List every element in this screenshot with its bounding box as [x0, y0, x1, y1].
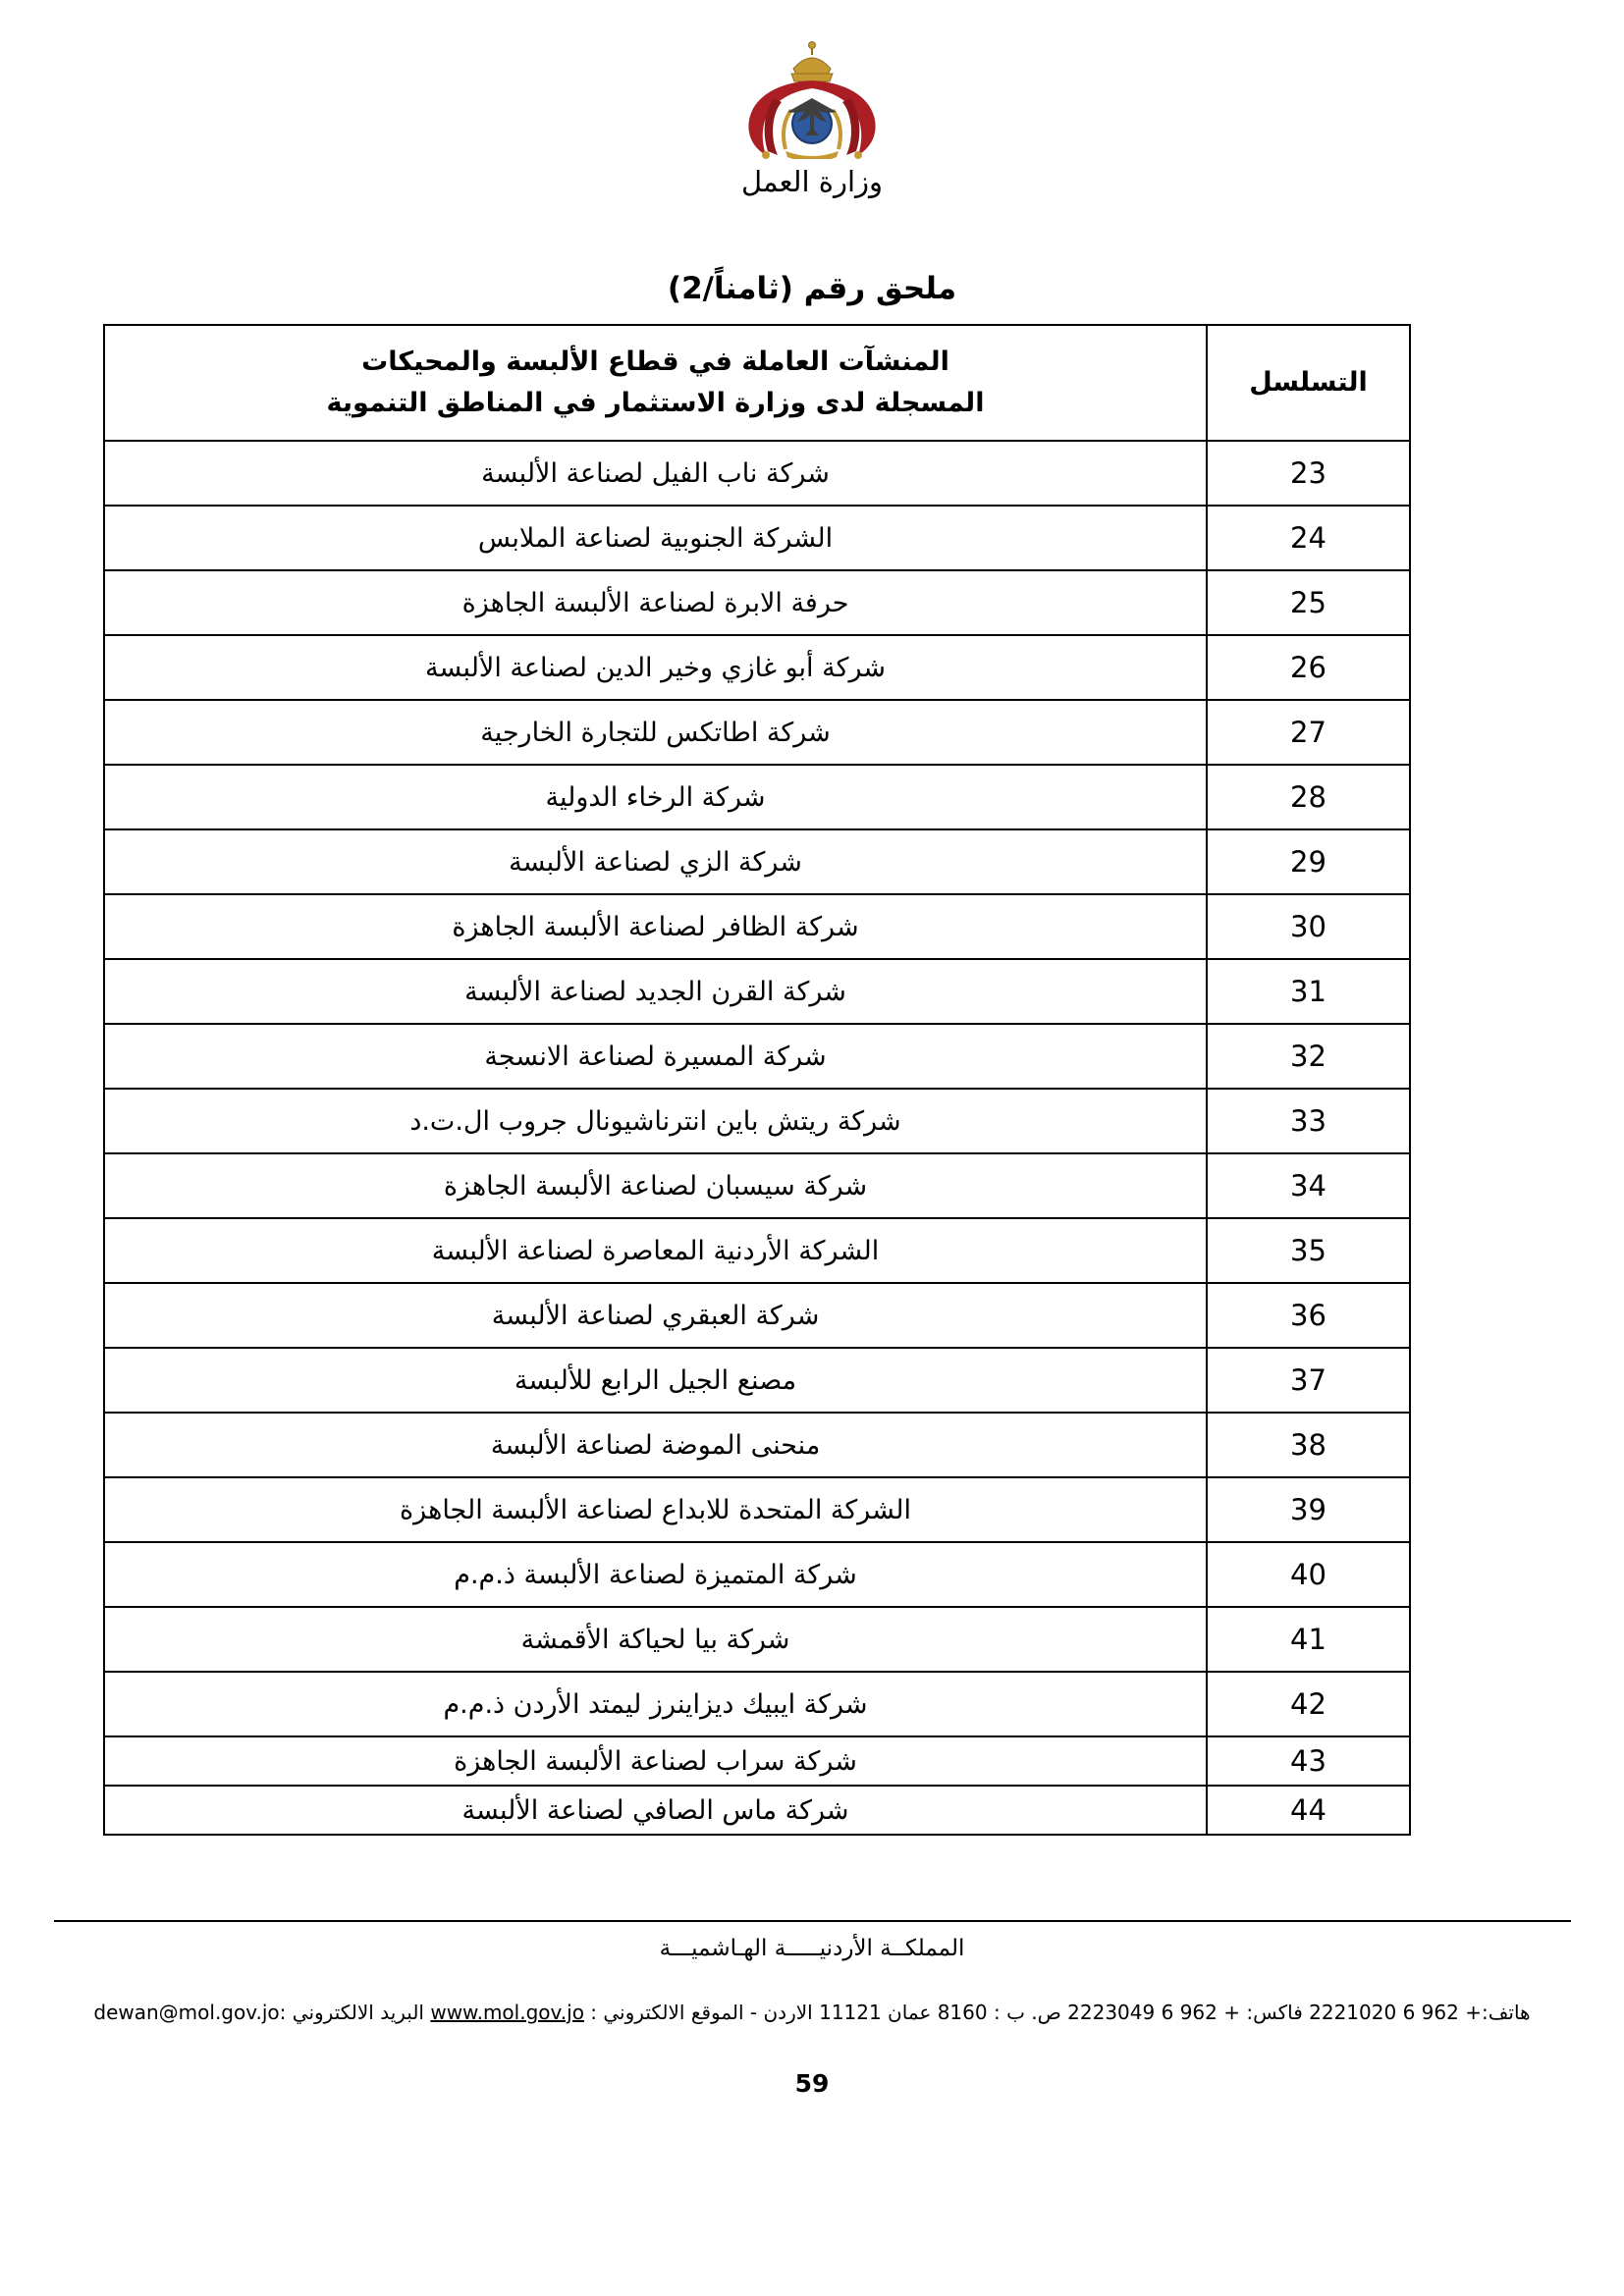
serial-cell: 29 [1207, 829, 1410, 894]
email-link[interactable]: dewan@mol.gov.jo [93, 2001, 280, 2024]
table-row [104, 1607, 1410, 1672]
serial-cell: 23 [1207, 441, 1410, 506]
serial-cell: 27 [1207, 700, 1410, 765]
table-row [104, 1153, 1410, 1218]
contact-email-label: البريد الالكتروني : [279, 2001, 431, 2024]
companies-table-body [104, 441, 1410, 1835]
company-name-cell: الشركة الجنوبية لصناعة الملابس [104, 506, 1207, 570]
table-row [104, 1024, 1410, 1089]
serial-cell: 37 [1207, 1348, 1410, 1413]
table-row [104, 570, 1410, 635]
table-row [104, 441, 1410, 506]
company-name-cell: شركة المتميزة لصناعة الألبسة ذ.م.م [104, 1542, 1207, 1607]
establishments-header-line1: المنشآت العاملة في قطاع الألبسة والمحيكات [361, 347, 949, 378]
serial-cell: 40 [1207, 1542, 1410, 1607]
company-name-cell: شركة ايبيك ديزاينرز ليمتد الأردن ذ.م.م [104, 1672, 1207, 1736]
company-name-cell: الشركة الأردنية المعاصرة لصناعة الألبسة [104, 1218, 1207, 1283]
company-name-cell: شركة ريتش باين انترناشيونال جروب ال.ت.د [104, 1089, 1207, 1153]
table-row [104, 1089, 1410, 1153]
table-row [104, 1348, 1410, 1413]
company-name-cell: شركة سراب لصناعة الألبسة الجاهزة [104, 1736, 1207, 1786]
table-row [104, 1736, 1410, 1786]
table-row [104, 1413, 1410, 1477]
company-name-cell: شركة أبو غازي وخير الدين لصناعة الألبسة [104, 635, 1207, 700]
company-name-cell: شركة الزي لصناعة الألبسة [104, 829, 1207, 894]
serial-cell: 25 [1207, 570, 1410, 635]
company-name-cell: شركة العبقري لصناعة الألبسة [104, 1283, 1207, 1348]
annex-title: ملحق رقم (ثامناً/2) [667, 271, 957, 306]
footer-divider [54, 1920, 1571, 1922]
serial-cell: 38 [1207, 1413, 1410, 1477]
serial-cell: 31 [1207, 959, 1410, 1024]
website-link[interactable]: www.mol.gov.jo [430, 2001, 584, 2024]
table-row [104, 635, 1410, 700]
serial-cell: 26 [1207, 635, 1410, 700]
table-row [104, 1786, 1410, 1835]
page-number: 59 [794, 2069, 830, 2098]
serial-cell: 32 [1207, 1024, 1410, 1089]
serial-cell: 41 [1207, 1607, 1410, 1672]
serial-cell: 34 [1207, 1153, 1410, 1218]
serial-cell: 35 [1207, 1218, 1410, 1283]
table-row [104, 506, 1410, 570]
company-name-cell: منحنى الموضة لصناعة الألبسة [104, 1413, 1207, 1477]
contact-line [0, 2001, 1624, 2024]
serial-cell: 28 [1207, 765, 1410, 829]
serial-cell: 36 [1207, 1283, 1410, 1348]
serial-cell: 43 [1207, 1736, 1410, 1786]
table-row [104, 894, 1410, 959]
serial-column-header: التسلسل [1207, 325, 1410, 441]
table-row [104, 1218, 1410, 1283]
contact-phone-fax-text: هاتف:+ 962 6 2221020 فاكس: + 962 6 2223049 ص. ب : 8160 عمان 11121 الاردن - الموقع الالكتروني : [583, 2001, 1531, 2024]
ministry-name: وزارة العمل [740, 165, 884, 198]
table-row [104, 1283, 1410, 1348]
company-name-cell: شركة ناب الفيل لصناعة الألبسة [104, 441, 1207, 506]
company-name-cell: شركة بيا لحياكة الأقمشة [104, 1607, 1207, 1672]
table-row [104, 1672, 1410, 1736]
company-name-cell: شركة الظافر لصناعة الألبسة الجاهزة [104, 894, 1207, 959]
company-name-cell: شركة ماس الصافي لصناعة الألبسة [104, 1786, 1207, 1835]
serial-cell: 24 [1207, 506, 1410, 570]
company-name-cell: شركة القرن الجديد لصناعة الألبسة [104, 959, 1207, 1024]
jordan-coat-of-arms-icon [709, 39, 915, 159]
table-header-row [104, 325, 1410, 441]
serial-cell: 33 [1207, 1089, 1410, 1153]
company-name-cell: الشركة المتحدة للابداع لصناعة الألبسة الجاهزة [104, 1477, 1207, 1542]
serial-cell: 44 [1207, 1786, 1410, 1835]
header-logo-area [0, 39, 1624, 159]
table-row [104, 959, 1410, 1024]
establishments-column-header [104, 325, 1207, 441]
table-row [104, 829, 1410, 894]
establishments-header-line2: المسجلة لدى وزارة الاستثمار في المناطق التنموية [326, 388, 985, 418]
table-row [104, 765, 1410, 829]
company-name-cell: شركة اطاتكس للتجارة الخارجية [104, 700, 1207, 765]
company-name-cell: مصنع الجيل الرابع للألبسة [104, 1348, 1207, 1413]
table-row [104, 1477, 1410, 1542]
serial-cell: 30 [1207, 894, 1410, 959]
company-name-cell: شركة المسيرة لصناعة الانسجة [104, 1024, 1207, 1089]
company-name-cell: شركة الرخاء الدولية [104, 765, 1207, 829]
kingdom-name: المملكــة الأردنيـــــة الهـاشميـــة [659, 1936, 965, 1961]
serial-cell: 39 [1207, 1477, 1410, 1542]
company-name-cell: حرفة الابرة لصناعة الألبسة الجاهزة [104, 570, 1207, 635]
establishments-table [103, 324, 1411, 1836]
serial-cell: 42 [1207, 1672, 1410, 1736]
table-row [104, 1542, 1410, 1607]
table-row [104, 700, 1410, 765]
company-name-cell: شركة سيسبان لصناعة الألبسة الجاهزة [104, 1153, 1207, 1218]
